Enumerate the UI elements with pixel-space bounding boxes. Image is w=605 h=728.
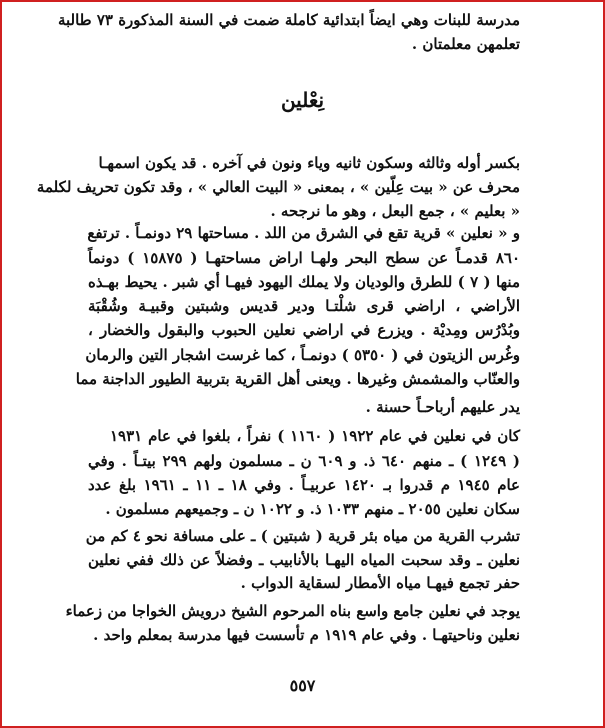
paragraph-line: سكان نعلين ٢٠٥٥ ـ منهم ١٠٣٣ ذ. و ١٠٢٢ ن ـ وجميعهم مسلمون . <box>105 500 520 518</box>
paragraph-line: بكسر أوله وثالثه وسكون ثانيه وياء ونون في آخره . قد يكون اسمهـا <box>98 154 520 172</box>
paragraph-line: حفر تجمع فيهـا مياه الأمطار لسقاية الدواب . <box>240 574 520 592</box>
paragraph-line: عام ١٩٤٥ م قدروا بـ ١٤٢٠ عربيـاً . وفي ١٨ ـ ١١ ـ ١٩٦١ بلغ عدد <box>88 476 521 494</box>
paragraph-line: « بعليم » ، جمع البعل ، وهو ما نرجحه . <box>270 202 520 220</box>
paragraph-line: منها ( ٧ ) للطرق والوديان ولا يملك اليهود فيهـا أي شبر . يحيط بهـذه <box>88 273 520 291</box>
paragraph-line: يدر عليهم أرباحـاً حسنة . <box>365 398 520 416</box>
paragraph-line: كان في نعلين في عام ١٩٢٢ ( ١١٦٠ ) نفراً ، بلغوا في عام ١٩٣١ <box>110 427 520 445</box>
paragraph-line: ٨٦٠ قدمـاً عن سطح البحر ولهـا اراض مساحتهـا ( ١٥٨٧٥ ) دونماً <box>88 249 521 267</box>
page-number: ٥٥٧ <box>289 676 316 695</box>
paragraph-line: تشرب القرية من مياه بئر قرية ( شبتين ) ـ على مسافة نحو ٤ كم من <box>85 527 520 545</box>
intro-line: مدرسة للبنات وهي ايضاً ابتدائية كاملة ضمت في السنة المذكورة ٧٣ طالبة <box>57 11 520 29</box>
paragraph-line: نعلين وناحيتهـا . وفي عام ١٩١٩ م تأسست فيها مدرسة بمعلم واحد . <box>93 626 520 644</box>
paragraph-line: الأراضي ، اراضي قرى شلْتـا ودير قديس وشبتين وقبيـة وشُقْبَة <box>88 297 520 315</box>
intro-line: تعلمهن معلمتان . <box>411 35 520 53</box>
paragraph-line: والعنّاب والمشمش وغيرها . ويعنى أهل القرية بتربية الطيور الداجنة مما <box>75 370 520 388</box>
paragraph-line: نعلين ـ وقد سحبت المياه اليهـا بالأنابيب ـ وفضلاً عن ذلك ففي نعلين <box>88 551 520 569</box>
paragraph-line: وبُدْرُس ومِديْة . ويزرع في اراضي نعلين الحبوب والبقول والخضار ، <box>88 321 520 339</box>
section-heading: نِعْلين <box>280 88 325 112</box>
paragraph-line: و « نعلين » قرية تقع في الشرق من اللد . مساحتها ٢٩ دونمـاً . ترتفع <box>87 224 520 242</box>
paragraph-line: وغُرس الزيتون في ( ٥٣٥٠ ) دونمـاً ، كما غرست اشجار التين والرمان <box>85 346 520 364</box>
paragraph-line: يوجد في نعلين جامع واسع بناه المرحوم الشيخ درويش الخواجا من زعماء <box>65 602 520 620</box>
paragraph-line: ( ١٢٤٩ ) ـ منهم ٦٤٠ ذ. و ٦٠٩ ن ـ مسلمون ولهم ٢٩٩ بيتـاً . وفي <box>88 452 521 470</box>
paragraph-line: محرف عن « بيت عِلّين » ، بمعنى « البيت العالي » ، وقد تكون تحريف لكلمة <box>36 178 520 196</box>
